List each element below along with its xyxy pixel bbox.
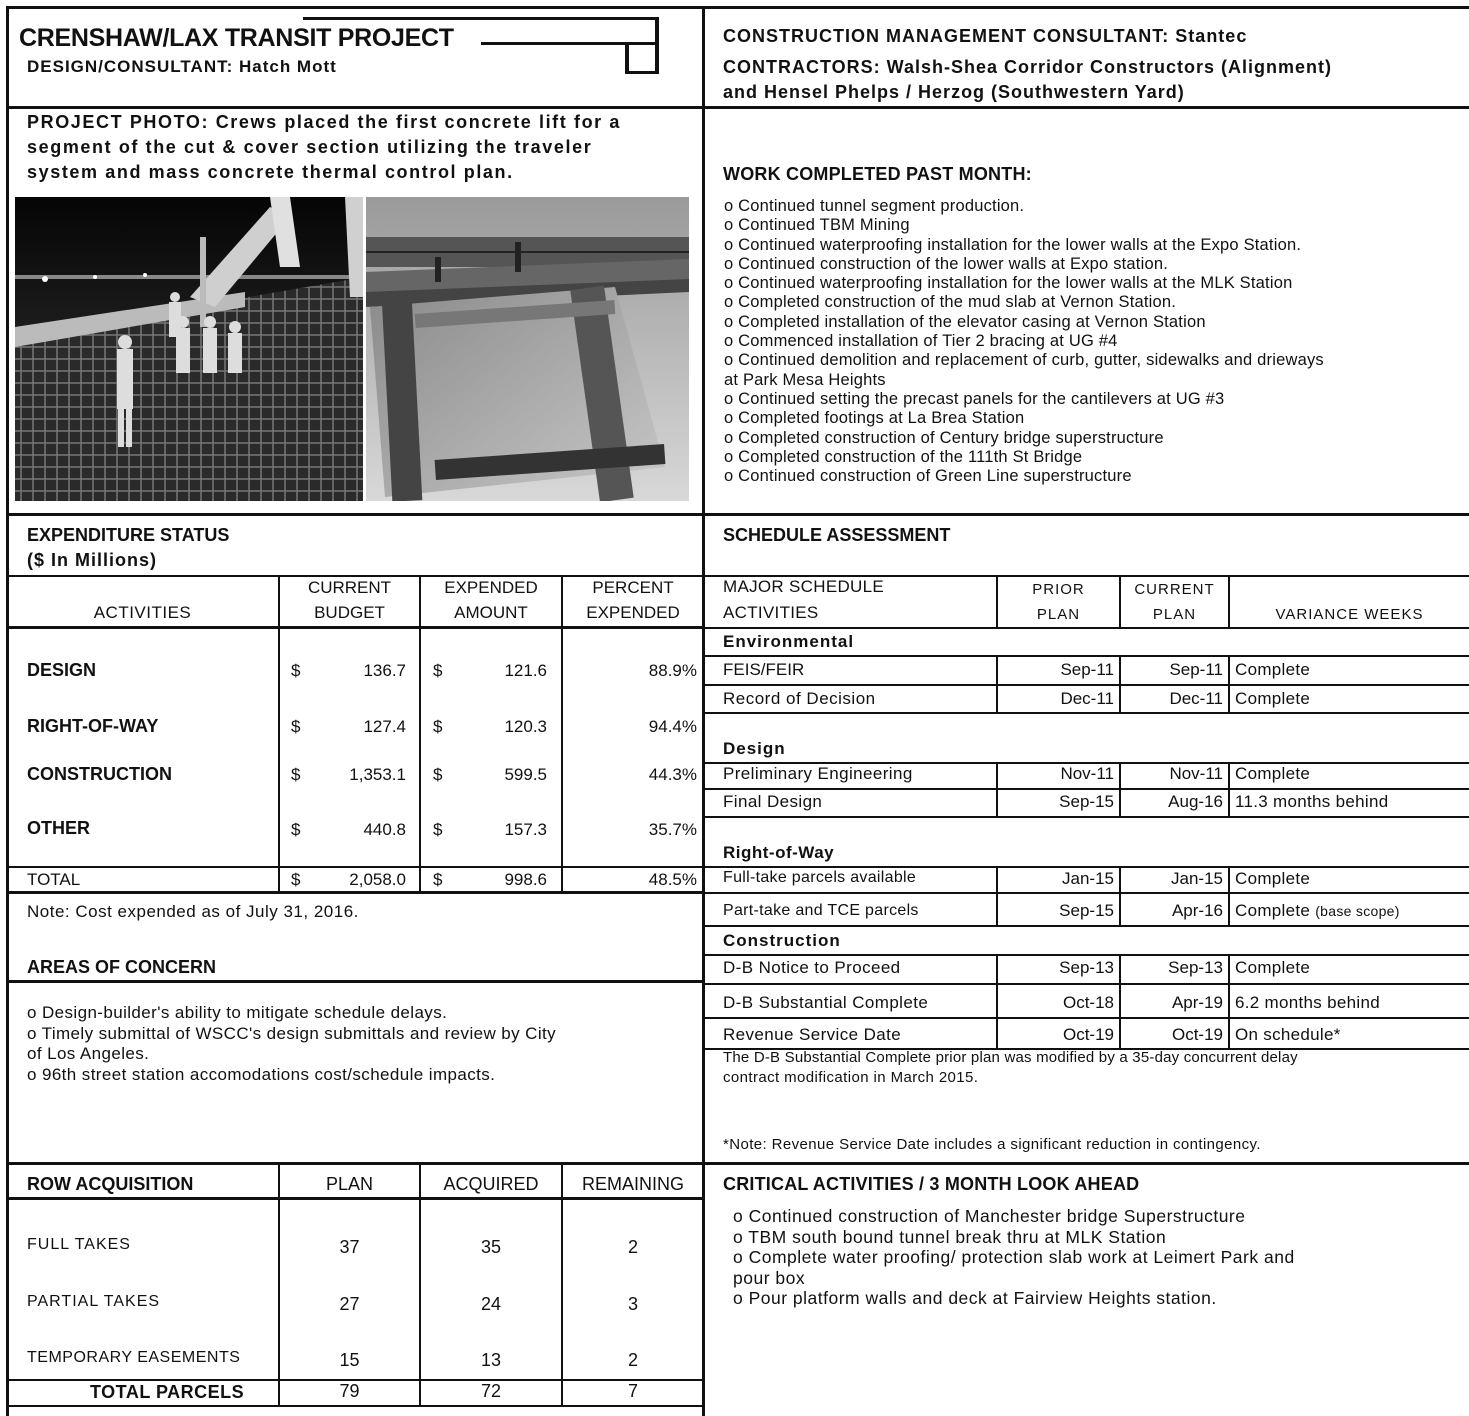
exp-row-expended: 121.6 [504,661,547,680]
sch-line [704,1017,1469,1019]
list-item: o Completed construction of Century bridge superstructure [724,428,1164,447]
exp-row-budget: 440.8 [363,820,406,839]
contractors-line1: CONTRACTORS: Walsh-Shea Corridor Constructors (Alignment) [723,57,1333,77]
row-acq-name: PARTIAL TAKES [27,1293,161,1310]
list-item: at Park Mesa Heights [724,370,886,389]
photo-caption-line1: PROJECT PHOTO: Crews placed the first concrete lift for a [27,112,621,132]
schedule-footnote: *Note: Revenue Service Date includes a significant reduction in contingency. [723,1136,1261,1153]
sch-row-prior: Nov-11 [1060,764,1114,783]
rule-left [6,6,9,1416]
expenditure-subheading: ($ In Millions) [27,550,157,570]
sch-col-activities-1: MAJOR SCHEDULE [723,577,885,596]
sch-row-variance-note: (base scope) [1315,903,1400,919]
row-acq-total-remaining: 7 [627,1381,638,1401]
list-item: o Continued construction of the lower walls at Expo station. [724,254,1168,273]
exp-row-percent: 88.9% [648,661,697,680]
project-photo [15,197,689,501]
sch-row-variance: Complete [1235,869,1311,888]
exp-col-expended-2: AMOUNT [454,603,528,622]
sch-col3 [1228,954,1230,1049]
list-item: o Continued setting the precast panels for the cantilevers at UG #3 [724,389,1225,408]
sch-col3 [1228,866,1230,926]
sch-col-current-1: CURRENT [1134,581,1215,598]
sch-col-variance: VARIANCE WEEKS [1275,606,1424,623]
exp-note: Note: Cost expended as of July 31, 2016. [27,902,359,921]
sch-row-prior: Jan-15 [1062,869,1114,888]
work-completed-list [724,197,1324,486]
list-item: o Complete water proofing/ protection slab work at Leimert Park and [733,1247,1295,1267]
sch-row-activity: D-B Notice to Proceed [723,958,901,977]
row-header-bottom [7,1197,703,1200]
schedule-heading: SCHEDULE ASSESSMENT [723,525,951,545]
sch-row-variance: 6.2 months behind [1235,993,1380,1012]
list-item: o Timely submittal of WSCC's design submittals and review by City [27,1023,557,1043]
project-photo-image [15,197,689,501]
exp-row-name: RIGHT-OF-WAY [27,716,159,736]
list-item: of Los Angeles. [27,1044,150,1063]
sch-col3 [1228,655,1230,713]
sch-row-activity: Full-take parcels available [723,869,917,886]
sch-line [704,655,1469,657]
sch-row-current: Sep-13 [1168,958,1223,977]
sch-section-design: Design [723,739,786,758]
exp-col1 [278,576,280,892]
sch-col3 [1228,762,1230,817]
sch-row-prior: Oct-19 [1062,1025,1114,1044]
exp-col-percent-1: PERCENT [592,578,674,597]
list-item: o Completed construction of the 111th St Bridge [724,447,1083,466]
exp-header-bottom [7,626,703,629]
row-acq-acquired: 35 [480,1237,502,1257]
sch-row-activity: D-B Substantial Complete [723,993,929,1012]
expenditure-heading: EXPENDITURE STATUS [27,525,230,545]
sch-row-variance: On schedule* [1235,1025,1341,1044]
exp-row-currency: $ [433,661,443,680]
sch-col-current-2: PLAN [1152,606,1197,623]
exp-col-percent-2: EXPENDED [586,603,680,622]
exp-total-name: TOTAL [27,870,81,889]
exp-row-currency: $ [291,820,301,839]
exp-row-name: OTHER [27,818,90,838]
sch-row-variance: Complete [1235,958,1311,977]
exp-row-currency: $ [291,717,301,736]
sch-row-prior: Sep-15 [1059,901,1114,920]
sch-row-variance: Complete [1235,660,1311,679]
row-acq-remaining: 2 [627,1350,638,1370]
list-item: o Design-builder's ability to mitigate schedule delays. [27,1003,448,1022]
sch-row-current: Nov-11 [1169,764,1223,783]
row-acq-remaining: 3 [627,1294,638,1314]
row-acq-acquired: 24 [480,1294,502,1314]
exp-row-expended: 120.3 [504,717,547,736]
sch-row-activity: FEIS/FEIR [723,660,805,679]
exp-row-currency: $ [433,820,443,839]
sch-row-activity: Preliminary Engineering [723,764,913,783]
rule-photo-bottom [7,513,1469,516]
sch-line [704,788,1469,790]
sch-line [704,866,1469,868]
exp-col-expended-1: EXPENDED [444,578,538,597]
concerns-heading: AREAS OF CONCERN [27,957,217,977]
exp-row-expended: 599.5 [504,765,547,784]
sch-row-variance: Complete [1235,764,1311,783]
exp-col-budget-1: CURRENT [307,578,392,597]
sch-col-prior-2: PLAN [1036,606,1081,623]
row-acq-name: FULL TAKES [27,1236,131,1253]
sch-line [704,954,1469,956]
exp-total-top [7,866,703,868]
list-item: o TBM south bound tunnel break thru at MLK Station [733,1226,1167,1247]
sch-row-prior: Sep-15 [1059,792,1114,811]
schedule-note-line1: The D-B Substantial Complete prior plan was modified by a 35-day concurrent delay [723,1049,1298,1066]
sch-col1 [996,866,998,926]
sch-row-current: Dec-11 [1169,689,1223,708]
sch-row-current: Apr-16 [1171,901,1223,920]
row-acq-plan: 27 [339,1294,360,1314]
exp-row-currency: $ [291,765,301,784]
exp-col2 [419,576,421,892]
concerns-list [27,1003,556,1085]
sch-row-activity: Part-take and TCE parcels [723,902,919,919]
exp-total-budget: 2,058.0 [349,870,406,889]
list-item: o Continued demolition and replacement of curb, gutter, sidewalks and drieways [724,351,1324,370]
exp-row-currency: $ [291,661,301,680]
exp-total-currency: $ [291,870,301,889]
list-item: o Pour platform walls and deck at Fairview Heights station. [733,1288,1217,1308]
exp-row-currency: $ [433,717,443,736]
sch-section-row: Right-of-Way [723,843,835,862]
exp-row-budget: 1,353.1 [349,765,406,784]
list-item: pour box [733,1267,806,1288]
row-acq-total-acquired: 72 [480,1381,502,1401]
rule-middle-bottom [7,1162,1469,1165]
sch-row-variance [1235,901,1400,921]
sch-row-variance: Complete [1235,689,1311,708]
exp-total-expended: 998.6 [504,870,547,889]
row-acq-total-plan: 79 [339,1381,360,1401]
sch-line [704,925,1469,927]
sch-row-prior: Dec-11 [1060,689,1114,708]
cm-consultant: CONSTRUCTION MANAGEMENT CONSULTANT: Stantec [723,26,1248,46]
exp-col-activities: ACTIVITIES [93,603,192,622]
sch-row-current: Aug-16 [1168,792,1223,811]
design-consultant: DESIGN/CONSULTANT: Hatch Mott [27,57,337,76]
row-total-bottom [7,1405,703,1407]
exp-header-top [7,575,703,577]
sch-line [704,983,1469,985]
row-col-remaining: REMAINING [581,1174,684,1194]
rule-center [702,6,705,1416]
row-acq-total-name: TOTAL PARCELS [90,1382,245,1402]
sch-row-current: Jan-15 [1171,869,1223,888]
photo-caption-line2: segment of the cut & cover section utilizing the traveler [27,137,593,157]
sch-row-current: Oct-19 [1171,1025,1223,1044]
concerns-heading-rule [7,980,703,983]
row-acq-plan: 37 [339,1237,360,1257]
sch-row-prior: Oct-18 [1062,993,1114,1012]
exp-col3 [561,576,563,892]
list-item: o 96th street station accomodations cost/schedule impacts. [27,1064,496,1084]
exp-row-name: DESIGN [27,660,97,680]
sch-header-bottom [704,627,1469,629]
exp-row-budget: 136.7 [363,661,406,680]
contractors-line2: and Hensel Phelps / Herzog (Southwestern Yard) [723,82,1185,102]
list-item: o Completed construction of the mud slab at Vernon Station. [724,293,1177,312]
list-item: o Continued TBM Mining [724,216,910,235]
sch-row-activity: Final Design [723,792,823,811]
rule-header-bottom [7,106,1469,109]
sch-row-prior: Sep-11 [1060,660,1114,679]
list-item: o Continued tunnel segment production. [724,197,1025,215]
exp-row-currency: $ [433,765,443,784]
exp-row-expended: 157.3 [504,820,547,839]
critical-list [733,1206,1295,1309]
exp-row-budget: 127.4 [363,717,406,736]
row-acq-acquired: 13 [480,1350,502,1370]
sch-row-current: Sep-11 [1169,660,1223,679]
exp-row-name: CONSTRUCTION [27,764,172,784]
sch-row-current: Apr-19 [1171,993,1223,1012]
row-acquisition-heading: ROW ACQUISITION [27,1174,194,1194]
sch-col-prior-1: PRIOR [1032,581,1085,598]
row-acq-name: TEMPORARY EASEMENTS [27,1349,241,1366]
sch-section-environmental: Environmental [723,632,855,651]
list-item: o Completed footings at La Brea Station [724,409,1025,428]
sch-col-activities-2: ACTIVITIES [723,603,819,622]
row-col-plan: PLAN [325,1174,374,1194]
exp-total-bottom [7,891,703,894]
sch-row-activity: Record of Decision [723,689,876,708]
list-item: o Continued construction of Manchester bridge Superstructure [733,1206,1246,1226]
rule-top [7,6,1469,9]
sch-col1 [996,954,998,1049]
project-title: CRENSHAW/LAX TRANSIT PROJECT [19,24,454,52]
sch-section-construction: Construction [723,931,841,950]
exp-total-percent: 48.5% [648,870,697,889]
sch-col1 [996,655,998,713]
list-item: o Continued waterproofing installation for the lower walls at the Expo Station. [724,235,1302,254]
sch-line [704,892,1469,894]
sch-row-variance-text: Complete [1235,901,1311,920]
sch-line [704,684,1469,686]
exp-row-percent: 35.7% [648,820,697,839]
row-col-acquired: ACQUIRED [443,1174,539,1194]
list-item: o Continued waterproofing installation for the lower walls at the MLK Station [724,274,1293,293]
exp-row-percent: 44.3% [648,765,697,784]
exp-col-budget-2: BUDGET [314,603,385,622]
sch-col1 [996,762,998,817]
sch-row-variance: 11.3 months behind [1235,792,1389,811]
critical-heading: CRITICAL ACTIVITIES / 3 MONTH LOOK AHEAD [723,1174,1140,1194]
exp-total-currency: $ [433,870,443,889]
work-completed-heading: WORK COMPLETED PAST MONTH: [723,164,1032,184]
list-item: o Continued construction of Green Line superstructure [724,467,1132,486]
list-item: o Completed installation of the elevator casing at Vernon Station [724,312,1206,331]
sch-row-prior: Sep-13 [1059,958,1114,977]
photo-caption-line3: system and mass concrete thermal control plan. [27,162,514,182]
list-item: o Commenced installation of Tier 2 bracing at UG #4 [724,332,1118,351]
row-acq-plan: 15 [339,1350,360,1370]
exp-row-percent: 94.4% [648,717,697,736]
row-acq-remaining: 2 [627,1237,638,1257]
sch-row-activity: Revenue Service Date [723,1025,902,1044]
schedule-note-line2: contract modification in March 2015. [723,1069,979,1086]
sch-line [704,712,1469,714]
sch-line [704,816,1469,818]
